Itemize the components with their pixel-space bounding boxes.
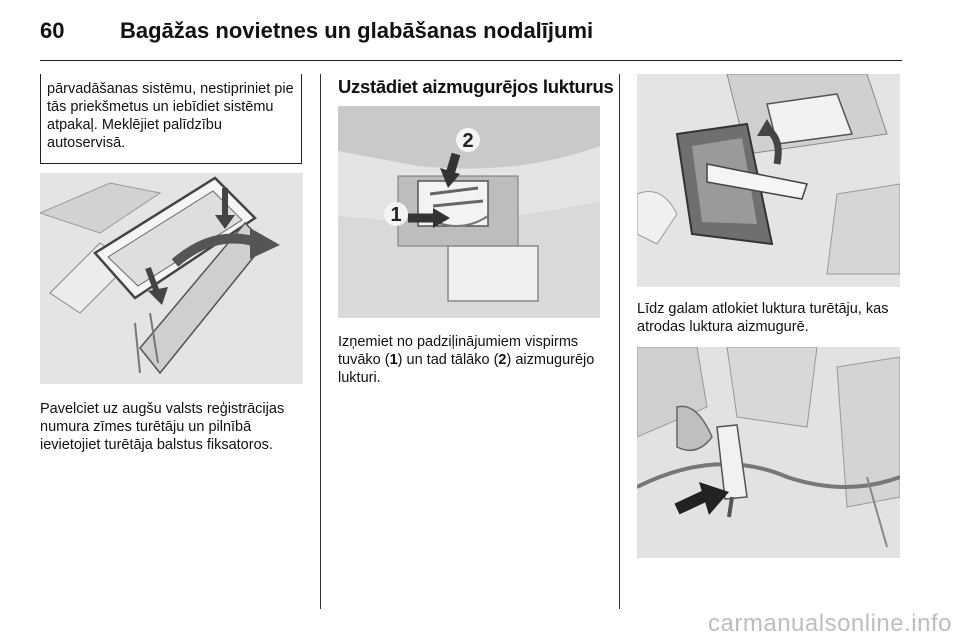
caption-plate-holder: Pavelciet uz augšu valsts reģistrācijas numura zīmes turētāju un pilnībā ievietojiet turētāja balstus fiksatoros.	[40, 401, 285, 453]
rear-lights-illustration	[338, 106, 600, 318]
footer-watermark: carmanualsonline.info	[708, 610, 952, 637]
figure-rear-lights	[338, 106, 600, 318]
caption-light-holder: Līdz galam atlokiet luktura turētāju, kas atrodas luktura aizmugurē.	[637, 301, 889, 335]
figure-label-1: 1	[390, 204, 402, 226]
column-divider-2	[619, 74, 620, 609]
caption-ref-1: 1	[389, 352, 398, 368]
header-rule	[40, 60, 902, 61]
figure-holder-detail	[637, 347, 900, 558]
holder-detail-illustration	[637, 347, 900, 558]
figure-label-2: 2	[462, 130, 474, 152]
section-heading: Uzstādiet aizmugurējos lukturus	[338, 76, 614, 97]
caption-ref-2: 2	[498, 352, 507, 368]
warning-box	[40, 74, 302, 164]
figure-plate-holder	[40, 173, 303, 384]
page-header	[40, 18, 900, 62]
column-divider-1	[320, 74, 321, 609]
light-holder-illustration	[637, 74, 900, 287]
caption-part-2: ) un tad tālāko (	[397, 352, 499, 368]
figure-light-holder	[637, 74, 900, 287]
caption-part-3: ) aizmugurējo lukturi.	[338, 352, 595, 386]
warning-text: pārvadāšanas sistēmu, nestipriniet pie tās priekšmetus un iebīdiet sistēmu atpakaļ. Meklējiet palīdzību autoservisā.	[47, 81, 294, 151]
page-number: 60	[40, 18, 65, 43]
caption-part-1: Izņemiet no padziļinājumiem vispirms tuvāko (	[338, 334, 579, 368]
caption-rear-lights	[338, 333, 610, 387]
plate-holder-illustration	[40, 173, 303, 384]
page-title: Bagāžas novietnes un glabāšanas nodalījumi	[120, 18, 594, 43]
